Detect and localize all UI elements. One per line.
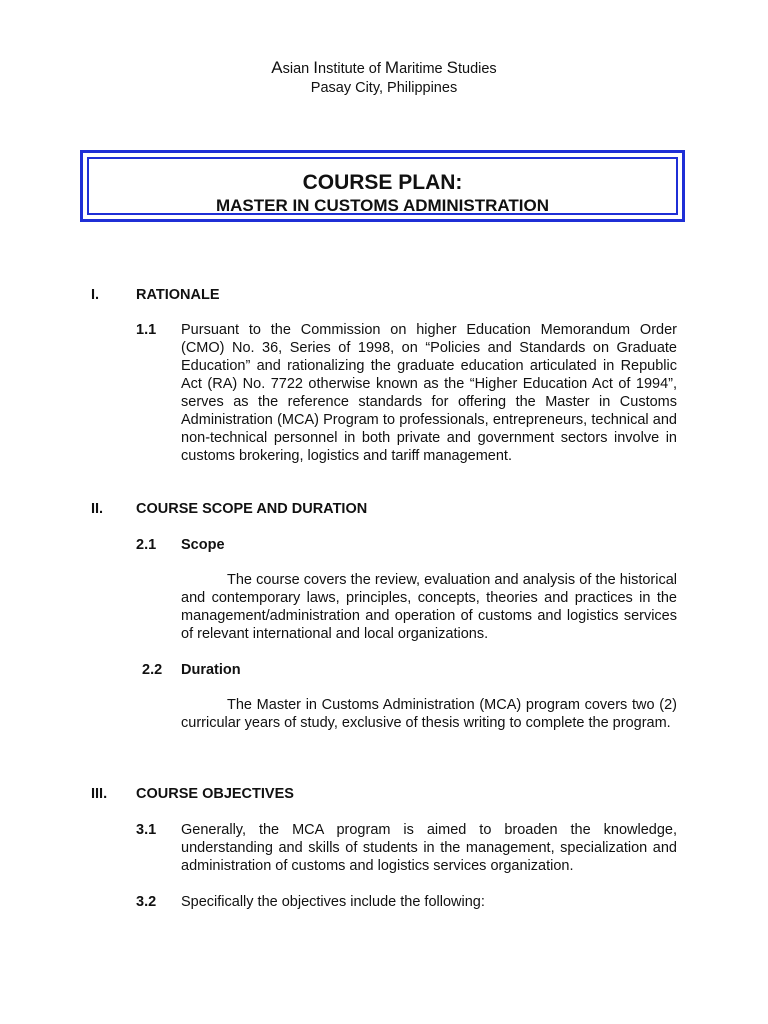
- item-3-2-text: Specifically the objectives include the following:: [181, 894, 485, 910]
- institute-initial-i: I: [313, 58, 319, 77]
- institute-part-4: tudies: [457, 61, 497, 77]
- title-box-inner: [87, 157, 678, 215]
- institute-initial-s: S: [446, 58, 458, 77]
- section-3-numeral: III.: [91, 786, 108, 802]
- institute-part-2: nstitute of: [318, 61, 385, 77]
- course-plan-title: COURSE PLAN:: [302, 171, 463, 194]
- item-3-1-text: Generally, the MCA program is aimed to broaden the knowledge, understanding and skills of students in the management, specialization and administration of customs and logistics services organization.: [181, 822, 677, 874]
- section-3-heading: COURSE OBJECTIVES: [136, 786, 294, 802]
- section-1-heading: RATIONALE: [136, 287, 220, 303]
- item-3-2-number: 3.2: [136, 894, 157, 910]
- title-box: [80, 150, 685, 222]
- item-2-2-subheading: Duration: [181, 662, 241, 678]
- section-2-numeral: II.: [91, 501, 104, 517]
- institute-name: [0, 58, 768, 79]
- item-1-1-number: 1.1: [136, 322, 157, 338]
- item-2-2-text: The Master in Customs Administration (MCA) program covers two (2) curricular years of study, exclusive of thesis writing to complete the program.: [181, 697, 677, 731]
- section-2-heading: COURSE SCOPE AND DURATION: [136, 501, 368, 517]
- item-2-1-subheading: Scope: [181, 537, 225, 553]
- institute-part-1: sian: [282, 61, 314, 77]
- item-3-1-number: 3.1: [136, 822, 157, 838]
- item-1-1-text: Pursuant to the Commission on higher Education Memorandum Order (CMO) No. 36, Series of 1998, on “Policies and Standards on Graduate Education” and rationalizing the graduate education articulated in Republic Act (RA) No. 7722 otherwise known as the “Higher Education Act of 1994”, serves as the reference standards for offering the Master in Customs Administration (MCA) Program to professionals, entrepreneurs, technical and non-technical personnel in both private and government sectors involve in customs brokering, logistics and tariff management.: [181, 322, 677, 464]
- item-2-1-text: The course covers the review, evaluation and analysis of the historical and contemporary laws, principles, concepts, theories and practices in the management/administration and operation of customs and logistics services of relevant international and local organizations.: [181, 572, 677, 642]
- document-header: [0, 58, 768, 98]
- program-title: MASTER IN CUSTOMS ADMINISTRATION: [215, 196, 550, 215]
- section-1-numeral: I.: [91, 287, 100, 303]
- institute-location: Pasay City, Philippines: [310, 80, 458, 96]
- institute-part-3: aritime: [399, 61, 447, 77]
- institute-initial-a: A: [271, 58, 283, 77]
- institute-initial-m: M: [384, 58, 400, 77]
- item-2-1-number: 2.1: [136, 537, 157, 553]
- item-2-2-number: 2.2: [142, 662, 163, 678]
